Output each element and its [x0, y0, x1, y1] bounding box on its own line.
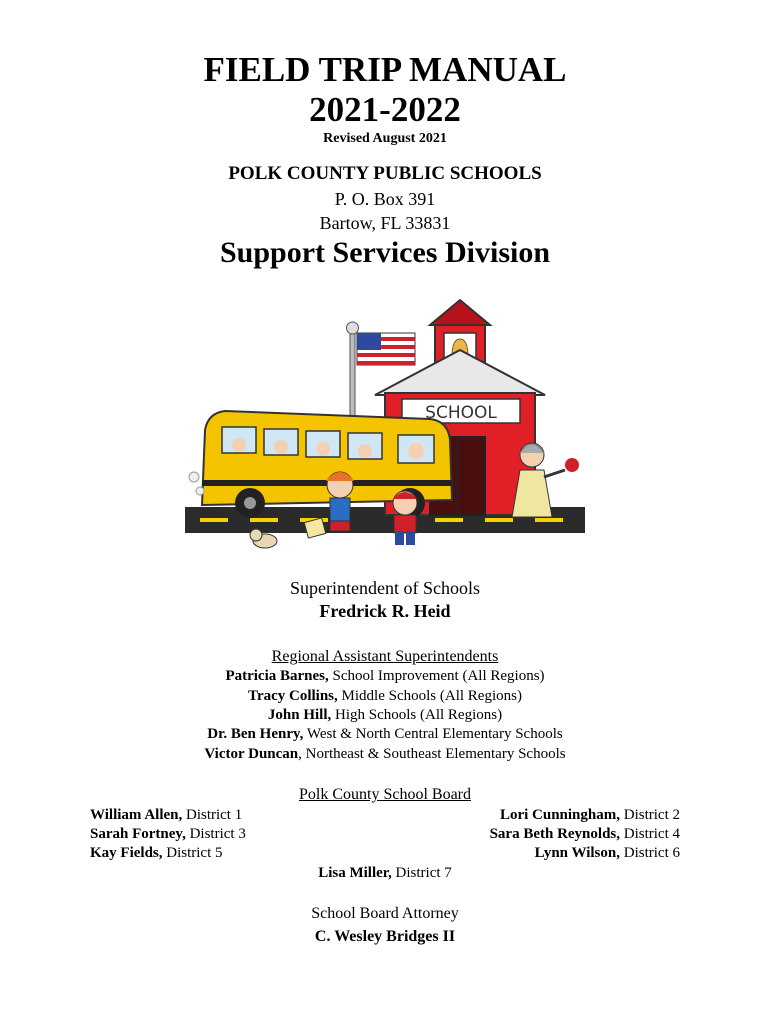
board-member: Lisa Miller, District 7	[318, 865, 452, 881]
school-sign-text: SCHOOL	[425, 403, 497, 423]
regional-member: Patricia Barnes, School Improvement (All Regions)	[225, 668, 545, 684]
regional-member: John Hill, High Schools (All Regions)	[267, 707, 503, 723]
board-member: Lori Cunningham, District 2	[499, 807, 680, 823]
organization-name: POLK COUNTY PUBLIC SCHOOLS	[228, 163, 542, 184]
school-board-heading: Polk County School Board	[298, 786, 471, 803]
board-member: William Allen, District 1	[90, 807, 243, 823]
city-address: Bartow, FL 33831	[319, 213, 451, 233]
apple-icon	[565, 458, 579, 472]
superintendent-name: Fredrick R. Heid	[319, 601, 451, 621]
regional-member: Tracy Collins, Middle Schools (All Regions)	[248, 688, 522, 704]
board-member: Sarah Fortney, District 3	[90, 826, 246, 842]
attorney-name: C. Wesley Bridges II	[314, 928, 456, 945]
school-illustration	[180, 295, 590, 555]
division-title: Support Services Division	[219, 236, 551, 269]
board-member: Lynn Wilson, District 6	[534, 845, 680, 861]
teacher-icon	[512, 443, 579, 517]
regional-member: Dr. Ben Henry, West & North Central Elementary Schools	[207, 726, 563, 742]
document-title: FIELD TRIP MANUAL	[203, 50, 567, 89]
board-member: Sara Beth Reynolds, District 4	[489, 826, 680, 842]
regional-member: Victor Duncan, Northeast & Southeast Elementary Schools	[204, 746, 566, 762]
attorney-title: School Board Attorney	[311, 905, 459, 922]
superintendent-title: Superintendent of Schools	[290, 578, 480, 598]
board-member: Kay Fields, District 5	[90, 845, 223, 861]
regional-heading: Regional Assistant Superintendents	[271, 648, 499, 665]
school-year: 2021-2022	[309, 90, 461, 129]
revision-date: Revised August 2021	[323, 131, 447, 146]
po-box: P. O. Box 391	[334, 189, 436, 209]
